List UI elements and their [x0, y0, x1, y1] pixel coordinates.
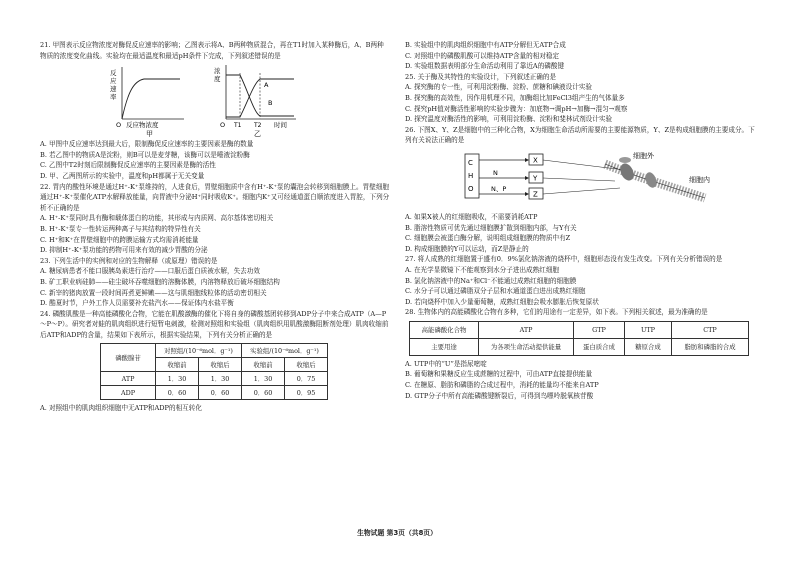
q21-figure-yi [210, 61, 320, 139]
q25-option-a: A. 探究酶的专一性，可利用淀粉酶、淀粉、蔗糖和碘液设计实验 [405, 83, 592, 92]
q23-option-c: C. 新宰的猪肉放置一段时间再煮更鲜嫩——这与肌细胞线粒体的活动密切相关 [40, 288, 267, 297]
jia-caption: 甲 [146, 130, 153, 139]
q24-th-control: 对照组/(10⁻⁶mol．g⁻¹) [156, 344, 242, 358]
q24-th-sub-2: 收缩后 [199, 358, 242, 372]
table-row [410, 321, 749, 338]
q24-option-d: D. 实验组数据表明部分生命活动利用了靠近A的磷酸键 [405, 62, 565, 71]
q28-stem: 28. 生物体内的高能磷酸化合物有多种，它们的用途有一定差异，如下表。下列相关叙述，最为准确的是 [405, 308, 708, 317]
label-inside: 细胞内 [689, 175, 710, 184]
jia-curve [122, 79, 180, 119]
q25-option-c: C. 探究pH值对酶活性影响的实验步骤为：加底物→调pH→加酶→混匀→观察 [405, 104, 628, 113]
q24-th-sub-4: 收缩后 [285, 358, 328, 372]
left-column [40, 40, 390, 414]
q24-r1-c3: 1．30 [242, 372, 285, 386]
q28-h3: UTP [625, 321, 672, 338]
q25-stem: 25. 关于酶及其特性的实验设计，下列叙述正确的是 [405, 72, 557, 81]
q22-stem: 22. 胃内的酸性环境是通过H⁺-K⁺泵维持的，人进食后，胃壁细胞质中含有H⁺-K⁺泵的囊泡会转移到细胞膜上。胃壁细胞通过H⁺-K⁺泵催化ATP水解释放能量，向胃液中分泌H⁺同时吸收K⁺。细胞内K⁺又可经通道蛋白顺浓度进入胃腔，下列分析不正确的是 [40, 182, 390, 212]
q25-option-d: D. 探究温度对酶活性的影响，可利用淀粉酶、淀粉和斐林试剂设计实验 [405, 115, 613, 124]
q28-option-d: D. GTP分子中所有高能磷酸键断裂后，可得到鸟嘌呤脱氧核苷酸 [405, 391, 594, 400]
yi-tick-t1: T1 [234, 122, 242, 130]
q28-r1: 为各项生命活动提供能量 [479, 338, 574, 355]
q28-h2: GTP [574, 321, 625, 338]
jia-xlabel: 反应物浓度 [126, 121, 159, 130]
arrow-y-head [525, 176, 529, 180]
label-outside: 细胞外 [633, 151, 654, 160]
q27-stem: 27. 将人成熟的红细胞置于盛有0．9%氯化钠溶液的烧杯中，细胞形态没有发生改变。下列有关分析错误的是 [405, 255, 723, 264]
q24-r1-c1: 1．30 [156, 372, 199, 386]
page-footer: 生物试题 第3页（共8页） [357, 529, 437, 537]
q26-option-c: C. 细胞膜会被蛋白酶分解，说明组成细胞膜的物质中有Z [405, 234, 571, 243]
jia-ylabel-1: 反 [110, 69, 117, 78]
yi-origin: O [220, 121, 226, 130]
q23-stem: 23. 下列生活中的实例和对应的生物解释（或原理）错误的是 [40, 256, 218, 265]
q27-option-b: B. 氯化钠溶液中的Na⁺和Cl⁻不能通过成熟红细胞的细胞膜 [405, 276, 577, 285]
q24-option-a: A. 对照组中的肌肉组织细胞中无ATP和ADP的相互转化 [40, 404, 202, 413]
q21-option-a: A. 甲图中反应速率达到最大后，限制酶促反应速率的主要因素是酶的数量 [40, 140, 254, 149]
q28-r2: 蛋白质合成 [574, 338, 625, 355]
table-row [410, 338, 749, 355]
q28-h4: CTP [672, 321, 749, 338]
q24-r2-c4: 0．95 [285, 386, 328, 400]
q22-option-a: A. H⁺-K⁺泵同时具有酶和载体蛋白的功能，其形成与内质网、高尔基体密切相关 [40, 214, 274, 223]
q28-h1: ATP [479, 321, 574, 338]
jia-ylabel-4: 率 [110, 93, 117, 102]
arrow-x-head [525, 158, 529, 162]
q24-r2-c0: ADP [101, 386, 156, 400]
q24-r2-c1: 0．60 [156, 386, 199, 400]
yi-label-b: B [268, 99, 273, 108]
box-y-label: Y [533, 174, 538, 183]
q26-option-b: B. 脂溶性物质可优先通过细胞膜扩散到细胞内部，与Y有关 [405, 223, 577, 232]
yi-tick-t2: T2 [254, 122, 262, 130]
q24-stem: 24. 磷酸肌酸是一种高能磷酸化合物，它能在肌酸激酶的催化下将自身的磷酸基团转移到ADP分子中来合成ATP（A—P～P～P）。研究者对蛙的肌肉组织进行短暂电刺激，检测对照组和实验组（肌肉组织用肌酸激酶阻断剂处理）肌肉收缩前后ATP和ADP的含量，结果如下表所示，根据实验结果，下列有关分析正确的是 [40, 309, 389, 339]
yi-caption: 乙 [254, 130, 261, 139]
q25-option-b: B. 探究酶的高效性，因作用机理不同，加酶组比加FeCl3组产生的气体量多 [405, 93, 625, 102]
q21-option-b: B. 若乙图中的物质A是淀粉，则B可以是麦芽糖，该酶可以是唾液淀粉酶 [40, 150, 250, 159]
right-column [405, 40, 757, 401]
q24-table [100, 343, 328, 400]
q24-r1-c4: 0．75 [285, 372, 328, 386]
element-c: C [468, 158, 473, 167]
element-h: H [468, 171, 474, 180]
q24-th-sub-3: 收缩前 [242, 358, 285, 372]
q24-r1-c0: ATP [101, 372, 156, 386]
q28-table [409, 321, 749, 356]
table-row [101, 386, 328, 400]
q28-r4: 脂肪和磷脂的合成 [672, 338, 749, 355]
q27-option-c: C. 水分子可以通过磷脂双分子层和水通道蛋白进出成熟红细胞 [405, 287, 586, 296]
q28-option-b: B. 葡萄糖和果糖反应生成蔗糖的过程中，可由ATP直接提供能量 [405, 370, 593, 379]
yi-ylabel-1: 浓 [214, 67, 221, 76]
q27-option-d: D. 若向烧杯中加入少量葡萄糖，成熟红细胞会吸水膨胀后恢复原状 [405, 297, 599, 306]
q22-option-b: B. H⁺-K⁺泵专一性转运两种离子与其结构的特异性有关 [40, 224, 201, 233]
q26-figure [455, 148, 755, 210]
pointer-y [543, 178, 615, 181]
q23-option-a: A. 糖尿病患者不能口服胰岛素进行治疗——口服后蛋白质被水解，失去功效 [40, 267, 260, 276]
q26-option-d: D. 构成细胞膜的Y可以运动，而Z是静止的 [405, 244, 529, 253]
yi-label-a: A [264, 81, 269, 90]
q24-th-exp: 实验组/(10⁻⁶mol．g⁻¹) [242, 344, 328, 358]
q28-h0: 高能磷酸化合物 [410, 321, 479, 338]
q22-option-d: D. 抑制H⁺-K⁺泵功能的药物可用来有效的减少胃酸的分泌 [40, 246, 208, 255]
q28-r3: 糖原合成 [625, 338, 672, 355]
q21-option-c: C. 乙图中T2时刻后限制酶促反应速率的主要因素是酶的活性 [40, 161, 216, 170]
q23-option-b: B. 矿工职业病硅肺——硅尘破坏吞噬细胞的溶酶体膜，内溶物释放后破坏细胞结构 [40, 277, 280, 286]
yi-xlabel: 时间 [274, 121, 287, 130]
jia-ylabel-3: 速 [110, 85, 117, 94]
jia-origin: O [116, 121, 122, 130]
q24-r1-c2: 1．30 [199, 372, 242, 386]
q24-th-sub-1: 收缩前 [156, 358, 199, 372]
q26-option-a: A. 如果X被人的红细胞吸收，不需要消耗ATP [405, 212, 538, 221]
box-z-label: Z [533, 190, 538, 199]
q24-option-b: B. 实验组中的肌肉组织细胞中有ATP分解但无ATP合成 [405, 41, 566, 49]
q24-r2-c3: 0．60 [242, 386, 285, 400]
q24-r2-c2: 0．60 [199, 386, 242, 400]
q28-r0: 主要用途 [410, 338, 479, 355]
q28-option-a: A. UTP中的“U”是指尿嘧啶 [405, 359, 487, 368]
pointer-z [543, 188, 620, 194]
arrow-z-head [525, 192, 529, 196]
element-o: O [468, 184, 474, 193]
q23-option-d: D. 酷夏时节，户外工作人员需要补充盐汽水——保证体内水盐平衡 [40, 299, 234, 308]
table-row [101, 372, 328, 386]
q21-stem: 21. 甲图表示反应物浓度对酶促反应速率的影响；乙图表示将A、B两种物质混合，再在T1时加入某种酶后，A、B两种物质的浓度变化曲线。实验均在最适温度和最适pH条件下完成，下列叙述错误的是 [40, 41, 384, 60]
q26-stem: 26. 下图X、Y、Z是细胞中的三种化合物，X为细胞生命活动所需要的主要能源物质，Y、Z是构成细胞膜的主要成分。下列有关说法正确的是 [405, 125, 755, 145]
yi-ylabel-2: 度 [214, 75, 221, 84]
q21-figure-jia [100, 61, 220, 139]
q21-figures [40, 61, 390, 139]
label-np: N、P [491, 184, 507, 193]
label-n: N [493, 168, 498, 177]
q24-th-adp: 磷酸腺苷 [101, 344, 156, 372]
jia-ylabel-2: 应 [110, 77, 117, 86]
q21-option-d: D. 甲、乙两图所示的实验中，温度和pH都属于无关变量 [40, 171, 205, 180]
q28-option-c: C. 在糖原、脂肪和磷脂的合成过程中，消耗的能量均不能来自ATP [405, 381, 599, 390]
box-x-label: X [533, 156, 538, 165]
q24-option-c: C. 对照组中的磷酸肌酸可以维持ATP含量的相对稳定 [405, 51, 560, 60]
q22-option-c: C. H⁺和K⁺在胃壁细胞中的跨膜运输方式均需消耗能量 [40, 235, 199, 244]
q27-option-a: A. 在光学显微镜下不能观察到水分子进出成熟红细胞 [405, 265, 560, 274]
